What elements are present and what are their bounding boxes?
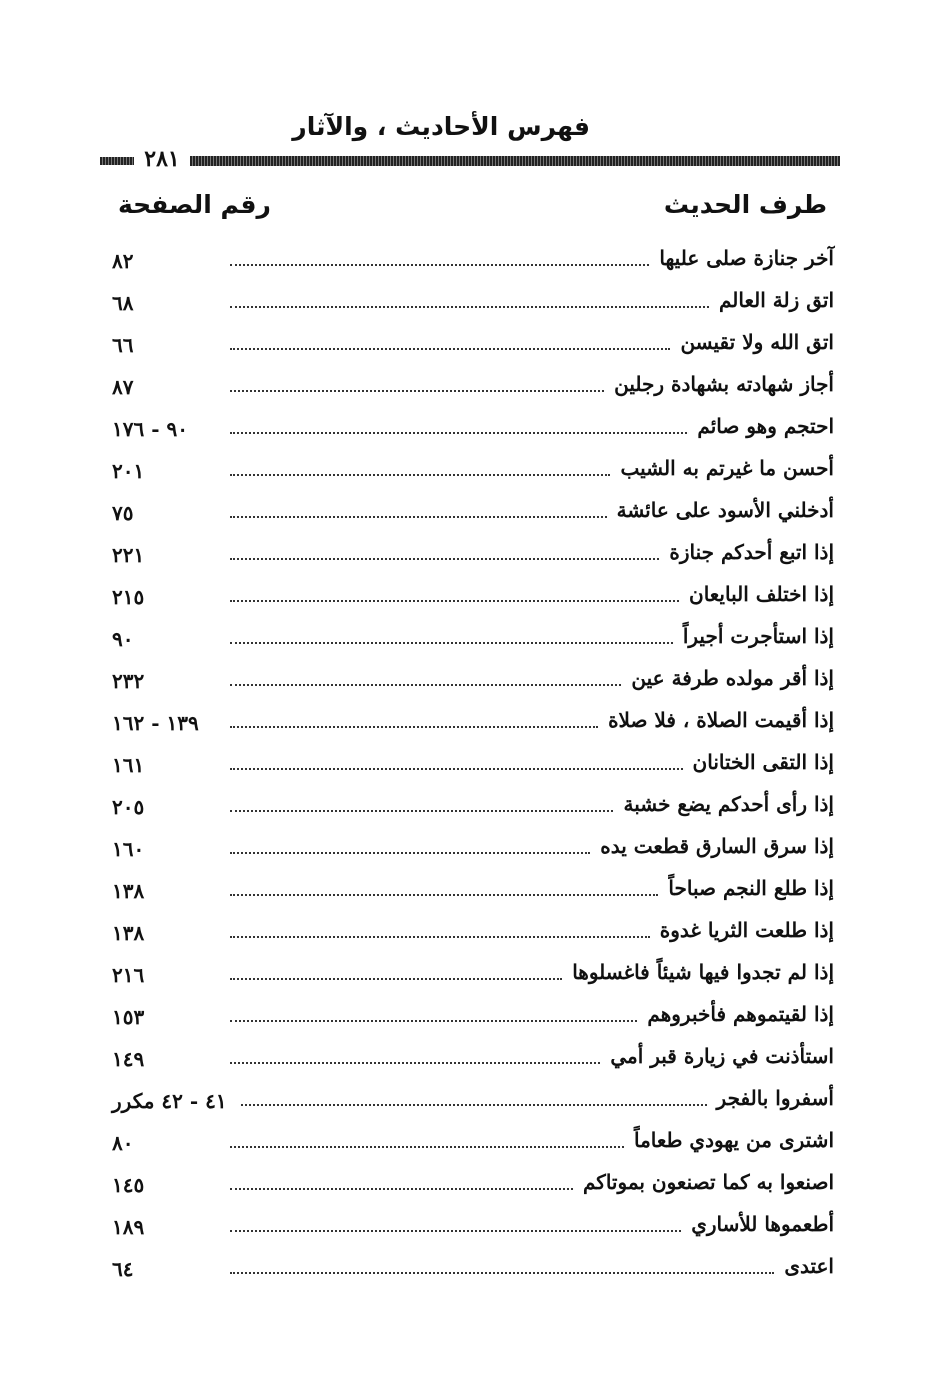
index-list: [112, 238, 834, 1288]
hadith-text: إذا طلع النجم صباحاً: [668, 876, 834, 900]
index-row: [112, 1036, 834, 1078]
dot-leader: [230, 1146, 624, 1148]
hadith-text: أطعموها للأساري: [691, 1212, 834, 1236]
hadith-text: احتجم وهو صائم: [697, 414, 834, 438]
page-reference: ١٦١: [112, 753, 145, 777]
dot-leader: [230, 1188, 573, 1190]
dot-leader: [241, 1104, 707, 1106]
dot-leader: [230, 1020, 637, 1022]
index-row: [112, 490, 834, 532]
page-reference: ٩٠: [112, 627, 134, 651]
index-row: [112, 1078, 834, 1120]
page-reference: ٨٧: [112, 375, 134, 399]
page-reference: ٢١٥: [112, 585, 145, 609]
page-column-title: رقم الصفحة: [118, 190, 271, 219]
index-row: [112, 406, 834, 448]
page-reference: ٦٦: [112, 333, 134, 357]
dot-leader: [230, 726, 598, 728]
page-reference: ١٣٨: [112, 921, 145, 945]
hadith-text: اتق الله ولا تقيسن: [680, 330, 834, 354]
dot-leader: [230, 264, 649, 266]
dot-leader: [230, 432, 687, 434]
page-reference: ١٦٠: [112, 837, 145, 861]
page-reference: ٤١ - ٤٢ مكرر: [112, 1089, 227, 1113]
index-row: [112, 322, 834, 364]
index-row: [112, 364, 834, 406]
dot-leader: [230, 348, 670, 350]
hadith-text: إذا سرق السارق قطعت يده: [600, 834, 834, 858]
index-row: [112, 448, 834, 490]
page-reference: ١٤٥: [112, 1173, 145, 1197]
index-row: [112, 910, 834, 952]
dot-leader: [230, 852, 590, 854]
index-row: [112, 700, 834, 742]
hadith-text: إذا أقيمت الصلاة ، فلا صلاة: [608, 708, 834, 732]
dot-leader: [230, 306, 709, 308]
hadith-text: إذا لم تجدوا فيها شيئاً فاغسلوها: [572, 960, 834, 984]
page-reference: ١٥٣: [112, 1005, 145, 1029]
hadith-text: إذا لقيتموهم فأخبروهم: [647, 1002, 834, 1026]
hadith-text: إذا رأى أحدكم يضع خشبة: [623, 792, 834, 816]
hadith-text: إذا اختلف البايعان: [689, 582, 834, 606]
header-rule-left: [100, 157, 134, 165]
hadith-text: اشترى من يهودي طعاماً: [633, 1128, 834, 1152]
index-row: [112, 1120, 834, 1162]
page-reference: ١٤٩: [112, 1047, 145, 1071]
dot-leader: [230, 768, 683, 770]
hadith-text: أحسن ما غيرتم به الشيب: [620, 456, 834, 480]
index-row: [112, 616, 834, 658]
hadith-text: إذا التقى الختانان: [692, 750, 834, 774]
page-reference: ٩٠ - ١٧٦: [112, 417, 188, 441]
header-rule: [190, 156, 840, 166]
hadith-text: آخر جنازة صلى عليها: [659, 246, 834, 270]
running-title: فهرس الأحاديث ، والآثار: [292, 112, 590, 141]
page-reference: ٨٠: [112, 1131, 134, 1155]
page-reference: ١٣٨: [112, 879, 145, 903]
index-row: [112, 1162, 834, 1204]
hadith-text: إذا أقر مولده طرفة عين: [631, 666, 834, 690]
page-reference: ٨٢: [112, 249, 134, 273]
page-reference: ٧٥: [112, 501, 134, 525]
hadith-text: إذا استأجرت أجيراً: [682, 624, 834, 648]
dot-leader: [230, 474, 610, 476]
dot-leader: [230, 936, 650, 938]
hadith-text: اتق زلة العالم: [719, 288, 834, 312]
index-row: [112, 1246, 834, 1288]
hadith-text: إذا اتبع أحدكم جنازة: [669, 540, 834, 564]
hadith-text: استأذنت في زيارة قبر أمي: [610, 1044, 834, 1068]
page-reference: ١٨٩: [112, 1215, 145, 1239]
dot-leader: [230, 1272, 774, 1274]
dot-leader: [230, 894, 658, 896]
dot-leader: [230, 516, 607, 518]
page-reference: ٦٤: [112, 1257, 134, 1281]
index-row: [112, 658, 834, 700]
dot-leader: [230, 810, 613, 812]
page-reference: ٢٠١: [112, 459, 145, 483]
dot-leader: [230, 600, 679, 602]
dot-leader: [230, 684, 621, 686]
index-row: [112, 1204, 834, 1246]
page-reference: ٢٠٥: [112, 795, 145, 819]
index-row: [112, 238, 834, 280]
page-header: [100, 112, 840, 172]
index-row: [112, 532, 834, 574]
index-row: [112, 868, 834, 910]
index-row: [112, 952, 834, 994]
index-row: [112, 280, 834, 322]
dot-leader: [230, 1062, 600, 1064]
index-row: [112, 784, 834, 826]
page-number: ٢٨١: [144, 146, 180, 172]
hadith-text: أجاز شهادته بشهادة رجلين: [614, 372, 834, 396]
index-row: [112, 826, 834, 868]
index-row: [112, 574, 834, 616]
hadith-text: اعتدى: [784, 1254, 834, 1278]
page-reference: ١٣٩ - ١٦٢: [112, 711, 199, 735]
hadith-text: اصنعوا به كما تصنعون بموتاكم: [583, 1170, 834, 1194]
index-row: [112, 994, 834, 1036]
dot-leader: [230, 978, 562, 980]
hadith-text: إذا طلعت الثريا غدوة: [659, 918, 834, 942]
dot-leader: [230, 390, 604, 392]
page-reference: ٢٣٢: [112, 669, 145, 693]
hadith-column-title: طرف الحديث: [663, 190, 827, 219]
hadith-text: أدخلني الأسود على عائشة: [616, 498, 834, 522]
index-row: [112, 742, 834, 784]
dot-leader: [230, 1230, 681, 1232]
dot-leader: [230, 642, 673, 644]
dot-leader: [230, 558, 659, 560]
page-reference: ٢١٦: [112, 963, 145, 987]
page-reference: ٦٨: [112, 291, 134, 315]
hadith-text: أسفروا بالفجر: [716, 1086, 834, 1110]
page-reference: ٢٢١: [112, 543, 145, 567]
